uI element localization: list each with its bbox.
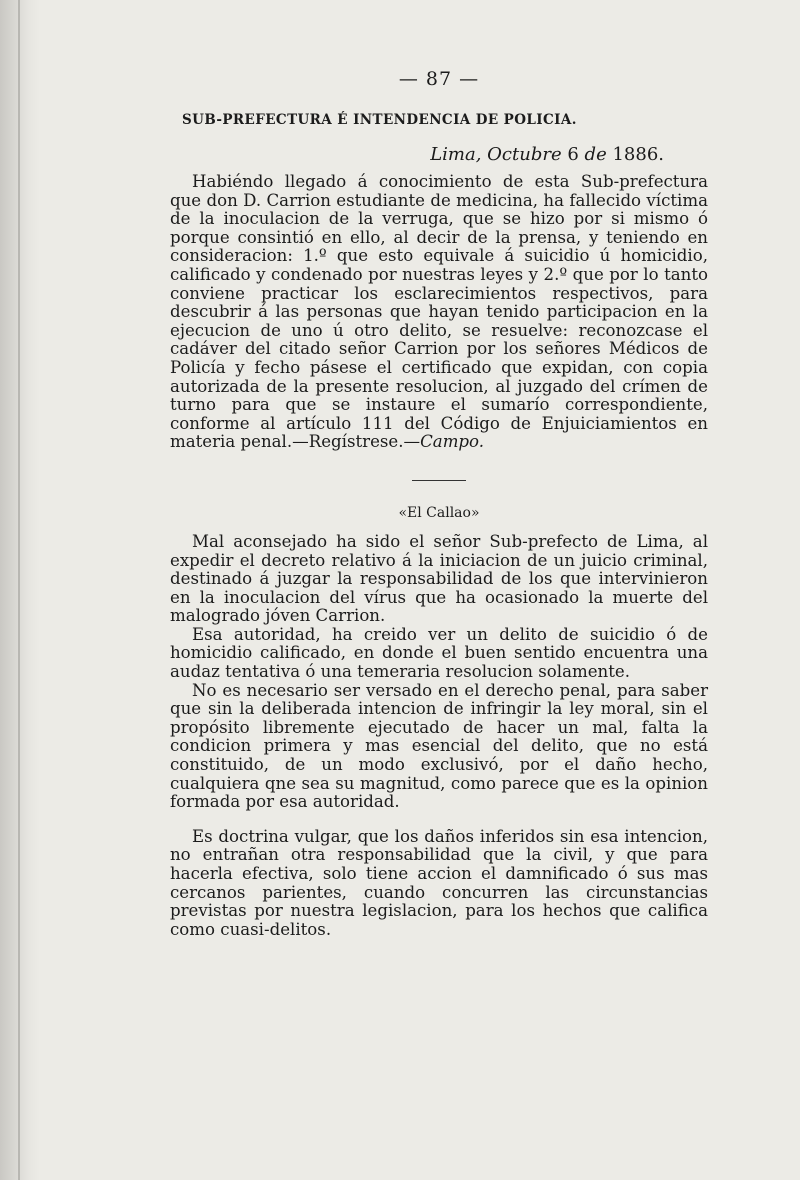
book-gutter-shadow bbox=[0, 0, 40, 1180]
date-year: 1886. bbox=[612, 144, 664, 165]
dateline bbox=[170, 144, 708, 165]
body-paragraph-1: Mal aconsejado ha sido el señor Sub-prefecto de Lima, al expedir el decreto relativo á la iniciacion de un juicio criminal, destinado á juzgar la responsabilidad de los que intervinieron en la inoculacion del vírus que ha ocasionado la muerte del malogrado jóven Carrion. bbox=[170, 531, 708, 626]
date-place: Lima, Octubre bbox=[430, 144, 562, 165]
date-de: de bbox=[584, 144, 607, 165]
decree-text: Habiéndo llegado á conocimiento de esta Sub-prefectura que don D. Carrion estudiante de medicina, ha fallecido víctima de la inoculacion de la verruga, que se hizo por si mismo ó porque consintió en ello, al decir de la prensa, y teniendo en consideracion: 1.º que esto equivale á suicidio ú homicidio, calificado y condenado por nuestras leyes y 2.º que por lo tanto conviene practicar los esclarecimientos respectivos, para descubrir á las personas que hayan tenido participacion en la ejecucion de uno ú otro delito, se resuelve: reconozcase el cadáver del citado señor Carrion por los señores Médicos de Policía y fecho pásese el certificado que expidan, con copia autorizada de la presente resolucion, al juzgado del crímen de turno para que se instaure el sumarío correspondiente, conforme al artículo 111 del Código de Enjuiciamientos en materia penal.—Regístrese.— bbox=[170, 172, 708, 452]
document-page bbox=[170, 68, 708, 939]
page-number: — 87 — bbox=[398, 68, 480, 90]
section-divider bbox=[412, 480, 466, 481]
page-fold-line bbox=[18, 0, 20, 1180]
date-day: 6 bbox=[567, 144, 579, 165]
decree-paragraph bbox=[170, 173, 708, 452]
body-paragraph-2: Esa autoridad, ha creido ver un delito de suicidio ó de homicidio calificado, en donde el buen sentido encuentra una audaz tentativa ó una temeraria resolucion solamente. bbox=[170, 624, 708, 682]
body-paragraph-4: Es doctrina vulgar, que los daños inferidos sin esa intencion, no entrañan otra responsabilidad que la civil, y que para hacerla efectiva, solo tiene accion el damnificado ó sus mas cercanos parientes, cuando concurren las circunstancias previstas por nuestra legislacion, para los hechos que califica como cuasi-delitos. bbox=[170, 826, 708, 939]
source-label: «El Callao» bbox=[398, 504, 480, 521]
decree-signature: Campo. bbox=[420, 432, 485, 452]
section-heading: SUB-PREFECTURA É INTENDENCIA DE POLICIA. bbox=[182, 112, 577, 128]
body-paragraph-3: No es necesario ser versado en el derecho penal, para saber que sin la deliberada intencion de infringir la ley moral, sin el propósito libremente ejecutado de hacer un mal, falta la condicion primera y mas esencial del delito, que no está constituido, de un modo exclusivó, por el daño hecho, cualquiera qne sea su magnitud, como parece que es la opinion formada por esa autoridad. bbox=[170, 680, 708, 812]
